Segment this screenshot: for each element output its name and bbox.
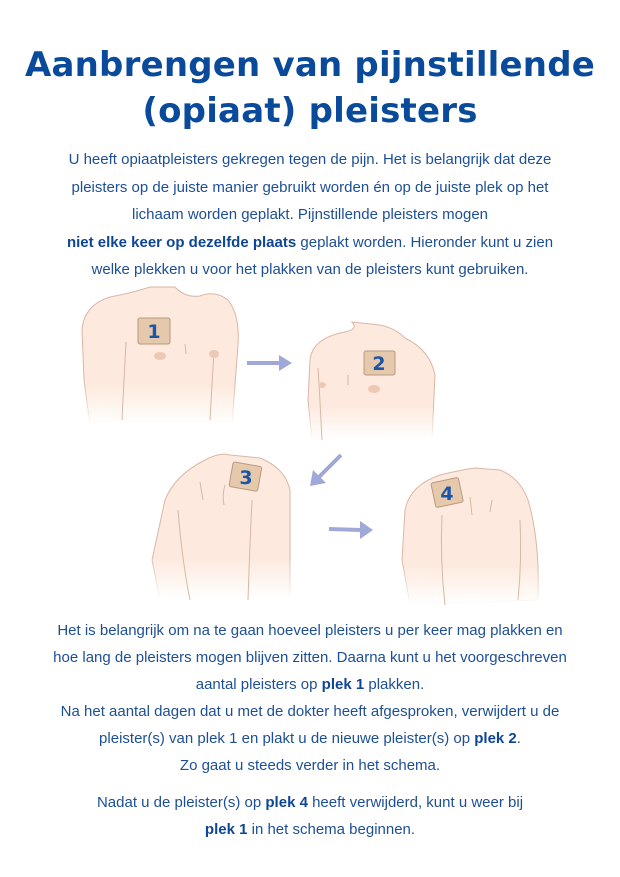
closing-line-1 [0, 789, 620, 816]
intro-line-4-rest: geplakt worden. Hieronder kunt u zien [296, 233, 554, 251]
instructions-line-1: Het is belangrijk om na te gaan hoeveel pleisters u per keer mag plakken en [57, 622, 563, 639]
instructions-line-5-post: . [516, 730, 521, 747]
front-torso-figure-1 [82, 287, 238, 425]
instructions-line-2: hoe lang de pleisters mogen blijven zitten. Daarna kunt u het voorgeschreven [53, 649, 567, 666]
instructions-line-3-post: plakken. [364, 676, 425, 693]
instructions-line-3-pre: aantal pleisters op [195, 676, 322, 693]
title-line-1: Aanbrengen van pijnstillende [25, 45, 595, 85]
patch-1-label: 1 [147, 321, 161, 343]
closing-line-2-post: in het schema beginnen. [247, 821, 416, 838]
instructions-line-5 [0, 725, 620, 752]
front-torso-figure-2 [308, 322, 435, 440]
instructions-paragraph [0, 617, 620, 779]
closing-line-1-pre: Nadat u de pleister(s) op [96, 794, 266, 811]
closing-paragraph [0, 789, 620, 843]
patch-4-label: 4 [440, 483, 454, 505]
intro-line-2: pleisters op de juiste manier gebruikt worden én op de juiste plek op het [71, 178, 549, 196]
plek-1-emphasis-closing: plek 1 [204, 821, 248, 838]
plek-2-emphasis: plek 2 [474, 730, 517, 747]
instructions-line-6: Zo gaat u steeds verder in het schema. [179, 757, 441, 774]
plek-4-emphasis: plek 4 [265, 794, 308, 811]
closing-line-2 [0, 816, 620, 843]
intro-emphasis: niet elke keer op dezelfde plaats [66, 233, 297, 251]
back-torso-figure-4 [402, 468, 538, 605]
instructions-line-5-pre: pleister(s) van plek 1 en plakt u de nieuwe pleister(s) op [99, 730, 475, 747]
intro-line-1: U heeft opiaatpleisters gekregen tegen de pijn. Het is belangrijk dat deze [68, 151, 552, 168]
closing-line-1-post: heeft verwijderd, kunt u weer bij [307, 794, 524, 811]
arrow-right-icon [247, 355, 292, 371]
title-line-2: (opiaat) pleisters [142, 91, 478, 131]
arrow-right-icon-2 [329, 521, 373, 539]
patch-3-label: 3 [239, 467, 253, 489]
plek-1-emphasis: plek 1 [321, 676, 365, 693]
intro-line-3: lichaam worden geplakt. Pijnstillende pleisters mogen [131, 206, 489, 223]
instructions-line-4: Na het aantal dagen dat u met de dokter heeft afgesproken, verwijdert u de [60, 703, 560, 720]
instructions-line-3 [0, 671, 620, 698]
arrow-down-left-icon [310, 455, 341, 486]
back-torso-figure-3 [152, 454, 290, 600]
intro-line-5: welke plekken u voor het plakken van de pleisters kunt gebruiken. [91, 261, 529, 278]
patch-2-label: 2 [372, 353, 386, 375]
